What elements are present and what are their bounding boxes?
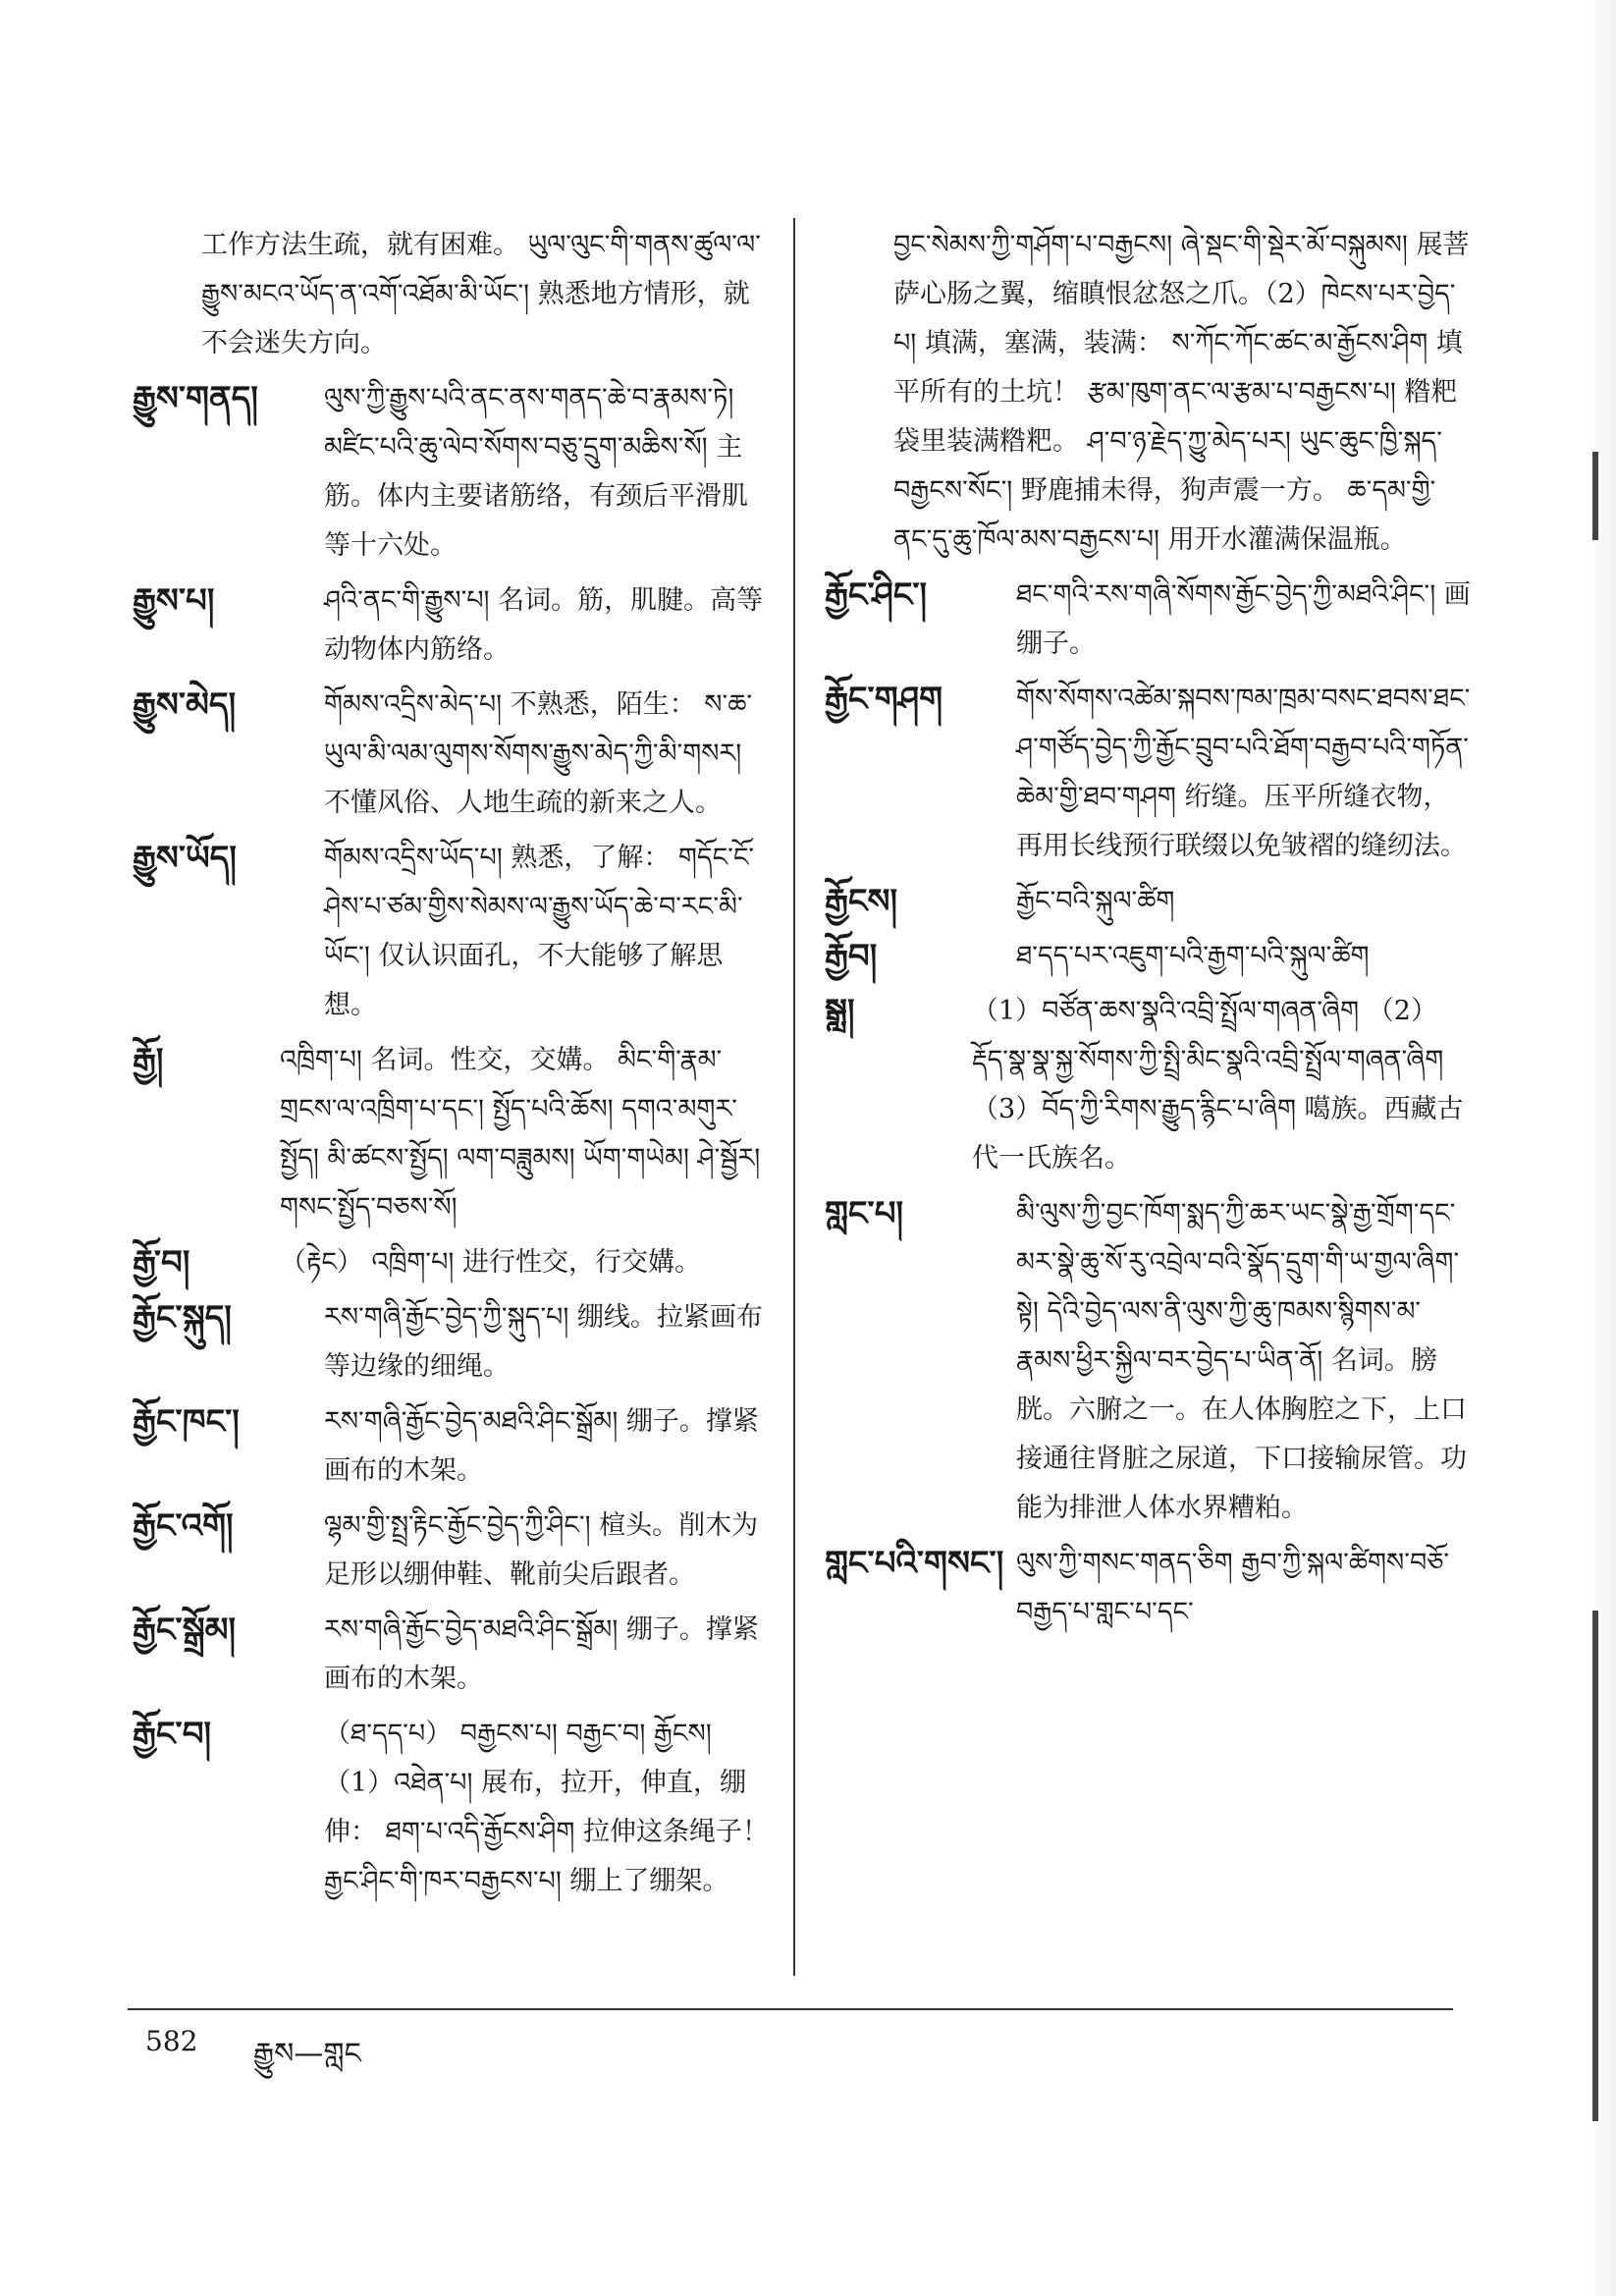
dictionary-entry xyxy=(825,571,1473,669)
page-number: 582 xyxy=(145,2025,198,2057)
entry-definition: རས་གཞི་རྒྱོང་བྱེད་ཀྱི་སྐུད་པ། 绷线。拉紧画布等边缘的细绳。 xyxy=(324,1302,763,1382)
entry-headword: རྒྱོང་འགོ། xyxy=(133,1506,234,1546)
dictionary-entry xyxy=(133,681,771,828)
scan-edge-shadow xyxy=(1587,0,1616,2296)
entry-headword: རྒྱོང་ཁང་། xyxy=(133,1402,240,1442)
entry-headword: རྒྱོ། xyxy=(133,1041,164,1080)
entry-definition: ཐང་གའི་རས་གཞི་སོགས་རྒྱོང་བྱེད་ཀྱི་མཐའི་ཤིང་། 画绷子。 xyxy=(1016,579,1471,659)
dictionary-entry xyxy=(825,877,1473,926)
entry-definition: གོས་སོགས་འཚེམ་སྐབས་ཁམ་ཁྲམ་བསང་ཐབས་ཐང་ཤ་གཙོད་བྱེད་ཀྱི་རྒྱོང་བྲུབ་པའི་ཐོག་བརྒྱབ་པའི་གཏོན་ཆེམ་གྱི་ཐབ་གཤག 绗缝。压平所缝衣物，再用长线预行联缀以免皱褶的缝纫法。 xyxy=(1016,683,1471,861)
entry-definition: （རྟེང） འཁྲིག་པ། 进行性交，行交媾。 xyxy=(280,1247,701,1278)
entry-headword: རྒྱོང་བ། xyxy=(133,1715,212,1754)
entry-headword: རྒྱུས་གནད། xyxy=(133,379,258,418)
entry-headword: རྒྱུས་པ། xyxy=(133,581,215,621)
scan-edge-mark xyxy=(1592,1611,1598,2121)
column-divider xyxy=(793,218,795,1976)
entry-definition: ཤའི་ནང་གི་རྒྱུས་པ། 名词。筋，肌腱。高等动物体内筋络。 xyxy=(324,585,764,665)
entry-definition: ལུས་ཀྱི་རྒྱུས་པའི་ནང་ནས་གནད་ཆེ་བ་རྣམས་ཏེ། མཛིང་པའི་ཆུ་ལེབ་སོགས་བཅུ་དྲུག་མཆིས་སོ། 主筋。体内主要诸筋络，有颈后平滑肌等十六处。 xyxy=(324,383,748,561)
dictionary-entry xyxy=(133,1036,771,1232)
dictionary-entry-continuation xyxy=(825,221,1473,565)
entry-headword: རྒྱོངས། xyxy=(825,882,898,921)
entry-headword: རྒྱུས་ཡོད། xyxy=(133,839,237,878)
entry-definition: མི་ལུས་ཀྱི་བྱང་ཁོག་སྨད་ཀྱི་ཆར་ཡང་སྣེ་རྒྱ་གྲོག་དང་མར་སྣེ་ཆུ་སོ་རུ་འབྲེལ་བའི་སྣོད་དྲུག་གི་ཡ་གྱལ་ཞིག་སྟེ། དེའི་བྱེད་ལས་ནི་ལུས་ཀྱི་ཆུ་ཁམས་སྙིགས་མ་རྣམས་ཕྱིར་སྐྱིལ་བར་བྱེད་པ་ཡིན་ནོ། 名词。膀胱。六腑之一。在人体胸腔之下，上口接通往肾脏之尿道，下口接输尿管。功能为排泄人体水界糟粕。 xyxy=(1016,1198,1467,1523)
entry-definition: རས་གཞི་རྒྱོང་བྱེད་མཐའི་ཤིང་སྒྲོམ། 绷子。撑紧画布的木架。 xyxy=(324,1614,759,1694)
entry-definition: （ཐ་དད་པ） བརྒྱངས་པ། བརྒྱང་བ། རྒྱོངས། （1）འཐེན་པ། 展布，拉开，伸直，绷伸： ཐག་པ་འདི་རྒྱོངས་ཤིག 拉伸这条绳子！ རྒྱང་ཤིང་གི་ཁར་བརྒྱངས་པ། 绷上了绷架。 xyxy=(324,1719,769,1896)
entry-headword: རྒྱོང་ཤིང་། xyxy=(825,575,928,615)
dictionary-entry xyxy=(133,1606,771,1704)
entry-definition: འཁྲིག་པ། 名词。性交，交媾。 མིང་གི་རྣམ་གྲངས་ལ་འཁྲིག་པ་དང་། སྤྱོད་པའི་ཆོས། དགའ་མགུར་སྤྱོད། མི་ཚངས་སྤྱོད། ལག་བཟླུམས། ཡོག་གཡེམ། ཤེ་སྦྱོར། གསང་སྤྱོད་བཅས་སོ། xyxy=(280,1045,761,1223)
dictionary-entry xyxy=(825,932,1473,981)
entry-definition: （1）བཙོན་ཆས་སྣའི་འབྲི་སྤྲོལ་གཞན་ཞིག （2）རྡོད་སྣ་སྣ་སྐྱ་སོགས་ཀྱི་སྤྲི་མིང་སྣའི་འབྲི་སྤྲོལ་གཞན་ཞིག （3）བོད་ཀྱི་རིགས་རྒྱུད་རྙིང་པ་ཞིག 噶族。西藏古代一氏族名。 xyxy=(972,996,1464,1174)
dictionary-entry xyxy=(133,1293,771,1392)
entry-headword: གླང་པའི་གསང་། xyxy=(825,1544,1004,1583)
dictionary-entry xyxy=(133,374,771,571)
entry-definition: བྱང་སེམས་ཀྱི་གཤོག་པ་བརྒྱངས། ཞེ་སྡང་གི་སྡེར་མོ་བསྐུམས། 展菩萨心肠之翼，缩瞋恨忿怒之爪。（2）ཁེངས་པར་བྱེད་པ། 填满，塞满，装满： ས་ཀོང་ཀོང་ཚང་མ་རྒྱོངས་ཤིག 填平所有的土坑！ རྩམ་ཁུག་ནང་ལ་རྩམ་པ་བརྒྱངས་པ། 糌粑袋里装满糌粑。 ཤ་བ་ཉ་རྗེད་ཀྱུ་མེད་པར། ཡུང་ཆུང་ཁྱི་སྐད་བརྒྱངས་སོང་། 野鹿捕未得，狗声震一方。 ཆ་དམ་གྱི་ནང་དུ་ཆུ་ཁོལ་མས་བརྒྱངས་པ། 用开水灌满保温瓶。 xyxy=(893,230,1470,555)
entry-definition: ལུས་ཀྱི་གསང་གནད་ཅིག རྒྱབ་ཀྱི་སྐལ་ཚིགས་བཅོ་བརྒྱད་པ་གླང་པ་དང་ xyxy=(1016,1548,1450,1627)
entry-definition: གོམས་འདྲིས་མེད་པ། 不熟悉，陌生： ས་ཆ་ཡུལ་མི་ལམ་ལུགས་སོགས་རྒྱུས་མེད་ཀྱི་མི་གསར། 不懂风俗、人地生疏的新来之人。 xyxy=(324,689,753,818)
dictionary-entry xyxy=(825,1189,1473,1533)
entry-headword: རྒྱོང་སྐུད། xyxy=(133,1298,232,1338)
page-headword-range: རྒྱུས—གླང xyxy=(253,2037,361,2071)
dictionary-entry xyxy=(825,1539,1473,1637)
entry-definition: གོམས་འདྲིས་ཡོད་པ། 熟悉，了解： གདོང་ངོ་ཤེས་པ་ཙམ་གྱིས་སེམས་ལ་རྒྱུས་ཡོད་ཆེ་བ་རང་མི་ཡོང་། 仅认识面孔，不大能够了解思想。 xyxy=(324,843,755,1020)
dictionary-entry xyxy=(133,576,771,675)
entry-headword: རྒྱོང་སྒྲོམ། xyxy=(133,1611,237,1650)
entry-definition: རས་གཞི་རྒྱོང་བྱེད་མཐའི་ཤིང་སྒྲོམ། 绷子。撑紧画布的木架。 xyxy=(324,1406,759,1486)
entry-definition: རྒྱོང་བའི་སྐུལ་ཚིག xyxy=(1016,886,1175,916)
entry-definition: 工作方法生疏，就有困难。 ཡུལ་ལུང་གི་གནས་ཚུལ་ལ་རྒྱུས་མངའ་ཡོད་ན་འགོ་འཐོམ་མི་ཡོང་། 熟悉地方情形，就不会迷失方向。 xyxy=(201,230,761,358)
dictionary-entry xyxy=(825,987,1473,1183)
scan-edge-mark xyxy=(1592,452,1598,540)
entry-headword: གླང་པ། xyxy=(825,1194,904,1233)
entry-headword: རྒྱུས་མེད། xyxy=(133,685,237,725)
dictionary-entry xyxy=(825,675,1473,871)
entry-definition: ཐ་དད་པར་འཇུག་པའི་རྒྱག་པའི་སྐུལ་ཚིག xyxy=(1016,941,1370,971)
entry-headword: རྒྱོབ། xyxy=(825,937,878,976)
footer-rule xyxy=(128,2008,1453,2010)
left-column xyxy=(133,221,771,1912)
dictionary-entry-continuation xyxy=(133,221,771,368)
entry-headword: སྒླ། xyxy=(825,992,855,1031)
dictionary-entry xyxy=(133,1238,771,1287)
dictionary-entry xyxy=(133,1397,771,1496)
entry-definition: ལྷམ་གྱི་སྤྲ་རྟིང་རྒྱོང་བྱེད་ཀྱི་ཤིང་། 楦头。削木为足形以绷伸鞋、靴前尖后跟者。 xyxy=(324,1510,759,1590)
entry-headword: རྒྱོང་གཤག xyxy=(825,680,943,719)
dictionary-entry xyxy=(133,1710,771,1906)
dictionary-entry xyxy=(133,1502,771,1600)
dictionary-entry xyxy=(133,834,771,1030)
entry-headword: རྒྱོ་བ། xyxy=(133,1243,190,1283)
right-column xyxy=(825,221,1473,1643)
